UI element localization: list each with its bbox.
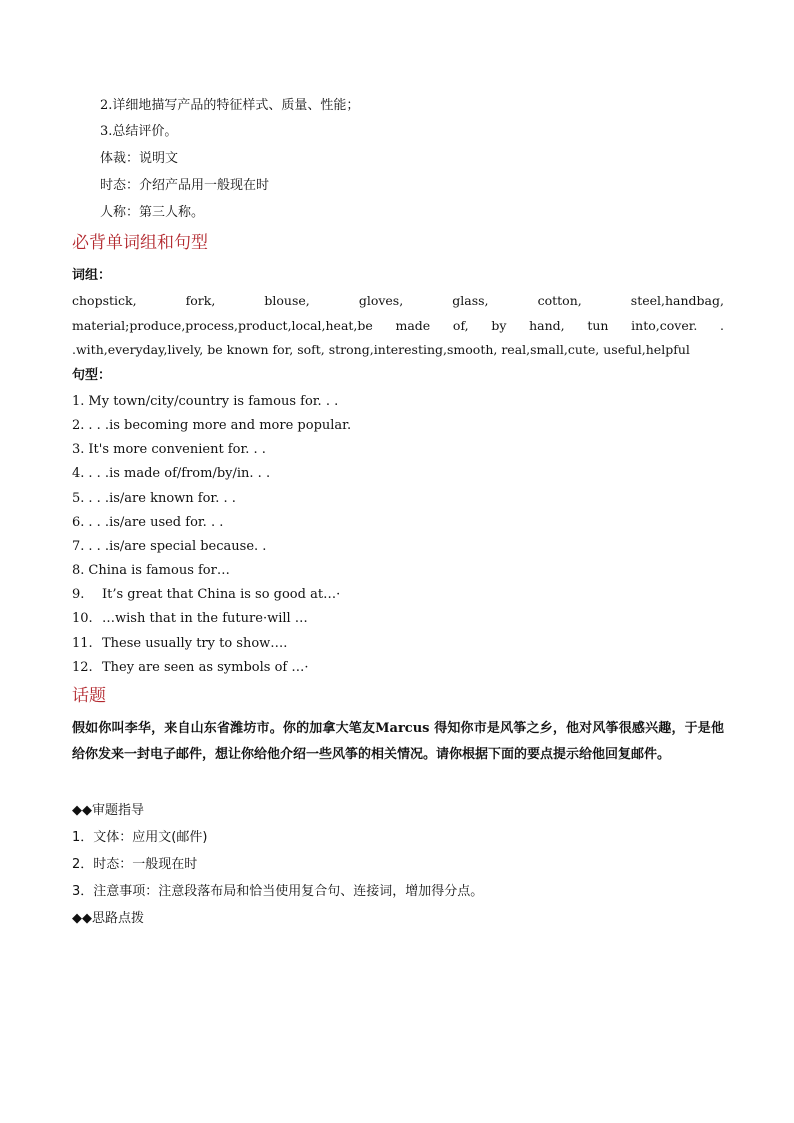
sentence-pattern (72, 466, 270, 482)
sentence-number: 7. (72, 539, 85, 554)
sentence-number: 5. (72, 491, 85, 506)
sentence-pattern (72, 394, 338, 410)
sentence-pattern (72, 587, 340, 603)
sentence-text: . . .is made of/from/by/in. . . (88, 466, 271, 481)
sentence-text: It’s great that China is so good at…· (102, 587, 341, 602)
intro-line-4: 时态：介绍产品用一般现在时 (100, 178, 270, 193)
sentence-pattern (72, 418, 351, 434)
sentence-number: 3. (72, 442, 85, 457)
sentence-number: 2. (72, 418, 85, 433)
sentence-number: 11. (72, 636, 93, 651)
sentence-text: …wish that in the future·will … (102, 611, 308, 626)
sentence-text: My town/city/country is famous for. . . (88, 394, 339, 409)
section-heading-vocab: 必背单词组和句型 (72, 233, 208, 253)
intro-line-1: 2.详细地描写产品的特征样式、质量、性能； (100, 98, 360, 113)
sentence-pattern (72, 491, 236, 507)
sentence-number: 8. (72, 563, 85, 578)
sentence-number: 10. (72, 611, 93, 626)
sentence-number: 1. (72, 394, 85, 409)
sentence-pattern (72, 660, 308, 676)
sentence-text: . . .is/are special because. . (88, 539, 267, 554)
sentence-number: 12. (72, 660, 93, 675)
sentence-text: . . .is/are known for. . . (88, 491, 236, 506)
sentences-label: 句型： (72, 368, 112, 383)
sentence-pattern (72, 563, 230, 579)
topic-paragraph: 假如你叫李华，来自山东省潍坊市。你的加拿大笔友Marcus 得知你市是风筝之乡，他对风筝很感兴趣，于是他给你发来一封电子邮件，想让你给他介绍一些风筝的相关情况。请你根据下面的要点提示给他回复邮件。 (72, 721, 724, 762)
intro-line-5: 人称：第三人称。 (100, 205, 205, 220)
intro-line-3: 体裁：说明文 (100, 151, 179, 166)
sentence-text: They are seen as symbols of …· (102, 660, 309, 675)
intro-line-2: 3.总结评价。 (100, 124, 178, 139)
sentence-pattern (72, 515, 223, 531)
ideas-title: ◆◆思路点拨 (72, 911, 144, 926)
phrases-label: 词组： (72, 268, 112, 283)
sentence-number: 6. (72, 515, 85, 530)
guide-item: 1．文体：应用文(邮件) (72, 830, 208, 845)
guide-item: 3．注意事项：注意段落布局和恰当使用复合句、连接词，增加得分点。 (72, 884, 484, 899)
sentence-pattern (72, 611, 308, 627)
sentence-number: 9. (72, 587, 85, 602)
section-heading-topic: 话题 (72, 686, 106, 706)
sentence-pattern (72, 442, 266, 458)
sentence-text: These usually try to show…. (102, 636, 288, 651)
guide-item: 2．时态：一般现在时 (72, 857, 198, 872)
sentence-pattern (72, 539, 266, 555)
sentence-text: . . .is/are used for. . . (88, 515, 224, 530)
sentence-text: It's more convenient for. . . (88, 442, 266, 457)
sentence-text: . . .is becoming more and more popular. (88, 418, 352, 433)
sentence-pattern (72, 636, 287, 652)
phrases-list: chopstick, fork, blouse, gloves, glass, cotton, steel,handbag, material;produce,process,product,local,heat,be made of, by hand, tun into,cover. . .with,everyday,lively, be known for, soft, strong,interesting,smooth, real,small,cute, useful,helpful (72, 293, 724, 357)
sentence-text: China is famous for… (88, 563, 230, 578)
sentence-number: 4. (72, 466, 85, 481)
guide-title: ◆◆审题指导 (72, 803, 144, 818)
